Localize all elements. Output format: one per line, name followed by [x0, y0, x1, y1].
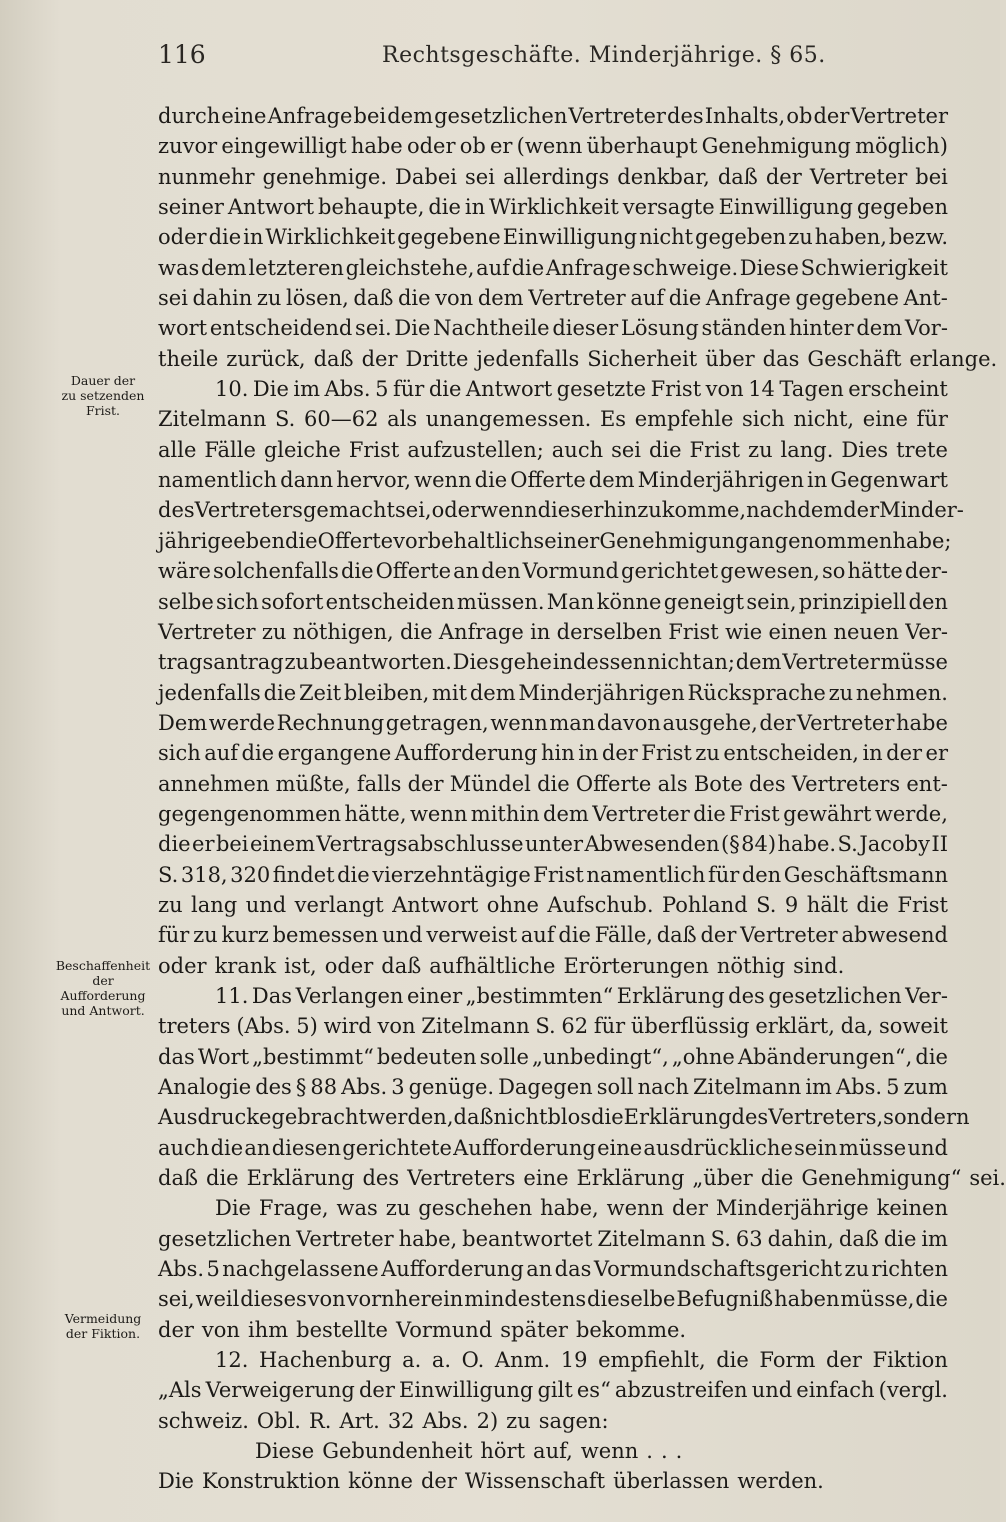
text-line: Abs. 5 nachgelassene Aufforderung an das Vormundschaftsgericht zu richten: [158, 1257, 948, 1282]
text-line: der von ihm bestellte Vormund später bekomme.: [158, 1317, 687, 1342]
margin-note-line: Aufforderung: [60, 988, 146, 1003]
text-line: sich auf die ergangene Aufforderung hin in der Frist zu entscheiden, in der er: [158, 741, 948, 766]
body-text: [158, 101, 1006, 1497]
text-line: jährige eben die Offerte vorbehaltlich seiner Genehmigung angenommen habe;: [158, 528, 952, 553]
text-line: des Vertreters gemacht sei, oder wenn dieser hinzukomme, nachdem der Minder-: [158, 498, 964, 523]
page-header: [0, 40, 1000, 76]
text-line: Analogie des § 88 Abs. 3 genüge. Dagegen soll nach Zitelmann im Abs. 5 zum: [158, 1075, 948, 1099]
text-line: oder krank ist, oder daß aufhältliche Erörterungen nöthig sind.: [158, 953, 845, 978]
text-line: zu lang und verlangt Antwort ohne Aufschub. Pohland S. 9 hält die Frist: [158, 892, 948, 917]
running-title: Rechtsgeschäfte. Minderjährige. § 65.: [382, 43, 826, 68]
margin-note-line: Dauer der: [70, 373, 136, 388]
text-line: seiner Antwort behaupte, die in Wirklichkeit versagte Einwilligung gegeben: [158, 195, 948, 220]
margin-note-aufforderung: [50, 958, 156, 1018]
text-line: Ausdrucke gebracht werden, daß nicht blos die Erklärung des Vertreters, sondern: [158, 1105, 970, 1130]
text-line: die er bei einem Vertragsabschlusse unter Abwesenden (§ 84) habe. S. Jacoby II: [158, 832, 948, 857]
text-line: treters (Abs. 5) wird von Zitelmann S. 62 für überflüssig erklärt, da, soweit: [158, 1014, 948, 1039]
text-line: sei, weil dieses von vornherein mindestens dieselbe Befugniß haben müsse, die: [158, 1287, 948, 1312]
text-line: wäre solchenfalls die Offerte an den Vormund gerichtet gewesen, so hätte der-: [158, 559, 948, 584]
margin-note-frist: [50, 373, 156, 418]
text-line: selbe sich sofort entscheiden müssen. Man könne geneigt sein, prinzipiell den: [158, 589, 948, 614]
text-line: Die Konstruktion könne der Wissenschaft überlassen werden.: [158, 1469, 824, 1494]
text-line: wort entscheidend sei. Die Nachtheile dieser Lösung ständen hinter dem Vor-: [158, 316, 948, 341]
text-line: Dem werde Rechnung getragen, wenn man davon ausgehe, der Vertreter habe: [158, 710, 948, 735]
text-line: „Als Verweigerung der Einwilligung gilt es“ abzustreifen und einfach (vergl.: [158, 1378, 948, 1403]
margin-note-fiktion: [50, 1311, 156, 1341]
text-line: gegengenommen hätte, wenn mithin dem Vertreter die Frist gewährt werde,: [158, 801, 948, 826]
margin-note-line: Vermeidung: [64, 1311, 142, 1326]
text-line: auch die an diesen gerichtete Aufforderung eine ausdrückliche sein müsse und: [158, 1135, 948, 1160]
text-line: Die Frage, was zu geschehen habe, wenn der Minderjährige keinen: [215, 1196, 948, 1221]
text-line: tragsantrag zu beantworten. Dies gehe indessen nicht an; dem Vertreter müsse: [158, 650, 948, 675]
text-line: Diese Gebundenheit hört auf, wenn . . .: [255, 1439, 683, 1464]
text-line: theile zurück, daß der Dritte jedenfalls Sicherheit über das Geschäft erlange.: [158, 346, 998, 371]
text-line: 12. Hachenburg a. a. O. Anm. 19 empfiehlt, die Form der Fiktion: [215, 1348, 948, 1373]
text-line: was dem letzteren gleichstehe, auf die Anfrage schweige. Diese Schwierigkeit: [158, 255, 948, 280]
margin-note-line: zu setzenden: [61, 388, 145, 403]
text-line: 10. Die im Abs. 5 für die Antwort gesetzte Frist von 14 Tagen erscheint: [215, 377, 948, 402]
margin-note-line: Beschaffenheit: [55, 958, 151, 973]
text-line: jedenfalls die Zeit bleiben, mit dem Minderjährigen Rücksprache zu nehmen.: [158, 680, 948, 705]
text-line: daß die Erklärung des Vertreters eine Erklärung „über die Genehmigung“ sei.: [158, 1166, 1006, 1191]
margin-note-line: und Antwort.: [61, 1003, 145, 1018]
margin-note-line: Frist.: [85, 403, 121, 418]
margin-note-line: der: [92, 973, 114, 988]
text-line: für zu kurz bemessen und verweist auf die Fälle, daß der Vertreter abwesend: [158, 923, 948, 948]
text-line: sei dahin zu lösen, daß die von dem Vertreter auf die Anfrage gegebene Ant-: [158, 286, 948, 311]
text-line: S. 318, 320 findet die vierzehntägige Frist namentlich für den Geschäftsmann: [158, 862, 948, 887]
margin-note-line: der Fiktion.: [65, 1326, 141, 1341]
text-line: das Wort „bestimmt“ bedeuten solle „unbedingt“, „ohne Abänderungen“, die: [158, 1044, 948, 1069]
text-line: durch eine Anfrage bei dem gesetzlichen Vertreter des Inhalts, ob der Vertreter: [158, 104, 948, 128]
text-line: schweiz. Obl. R. Art. 32 Abs. 2) zu sagen:: [158, 1408, 609, 1433]
text-line: Vertreter zu nöthigen, die Anfrage in derselben Frist wie einen neuen Ver-: [158, 619, 948, 644]
text-line: 11. Das Verlangen einer „bestimmten“ Erklärung des gesetzlichen Ver-: [215, 983, 948, 1008]
page-number: 116: [158, 40, 206, 69]
text-line: Zitelmann S. 60—62 als unangemessen. Es empfehle sich nicht, eine für: [158, 407, 948, 432]
text-line: gesetzlichen Vertreter habe, beantwortet Zitelmann S. 63 dahin, daß die im: [158, 1226, 948, 1251]
text-line: namentlich dann hervor, wenn die Offerte dem Minderjährigen in Gegenwart: [158, 468, 948, 493]
text-line: annehmen müßte, falls der Mündel die Offerte als Bote des Vertreters ent-: [158, 771, 948, 796]
text-line: nunmehr genehmige. Dabei sei allerdings denkbar, daß der Vertreter bei: [158, 164, 948, 189]
text-line: zuvor eingewilligt habe oder ob er (wenn überhaupt Genehmigung möglich): [158, 134, 948, 159]
text-line: oder die in Wirklichkeit gegebene Einwilligung nicht gegeben zu haben, bezw.: [158, 225, 948, 250]
text-line: alle Fälle gleiche Frist aufzustellen; auch sei die Frist zu lang. Dies trete: [158, 437, 948, 462]
